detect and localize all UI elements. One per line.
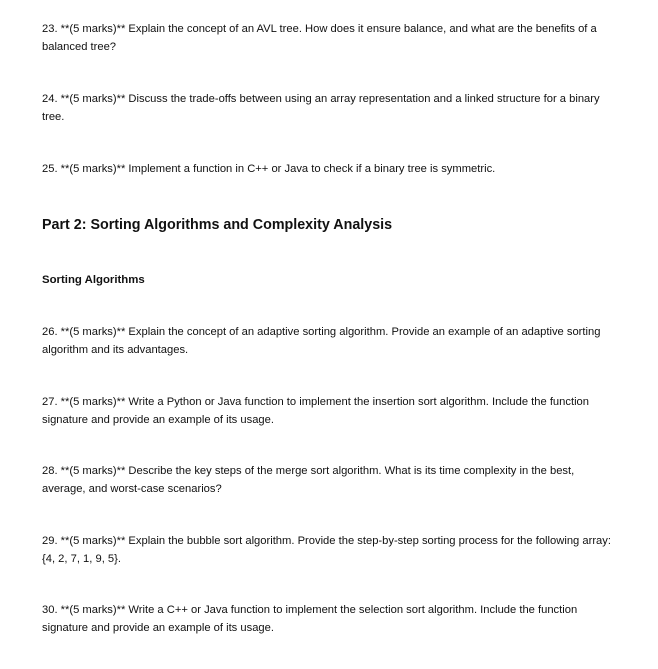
question-23: 23. **(5 marks)** Explain the concept of an AVL tree. How does it ensure balance, and what are the benefits of a balanced tree? [42,23,597,53]
part-2-heading: Part 2: Sorting Algorithms and Complexity Analysis [42,217,393,233]
question-26: 26. **(5 marks)** Explain the concept of an adaptive sorting algorithm. Provide an example of an adaptive sorting algorithm and its advantages. [42,326,601,356]
question-29: 29. **(5 marks)** Explain the bubble sort algorithm. Provide the step-by-step sorting process for the following array: {4, 2, 7, 1, 9, 5}. [42,535,611,565]
question-24: 24. **(5 marks)** Discuss the trade-offs between using an array representation and a linked structure for a binary tree. [42,93,600,123]
question-25: 25. **(5 marks)** Implement a function in C++ or Java to check if a binary tree is symmetric. [42,163,496,175]
question-27: 27. **(5 marks)** Write a Python or Java function to implement the insertion sort algorithm. Include the function signature and provide an example of its usage. [42,396,590,426]
question-30: 30. **(5 marks)** Write a C++ or Java function to implement the selection sort algorithm. Include the function signature and provide an example of its usage. [42,604,578,634]
question-28: 28. **(5 marks)** Describe the key steps of the merge sort algorithm. What is its time complexity in the best, average, and worst-case scenarios? [42,465,575,495]
sorting-algorithms-subheading: Sorting Algorithms [42,274,145,286]
